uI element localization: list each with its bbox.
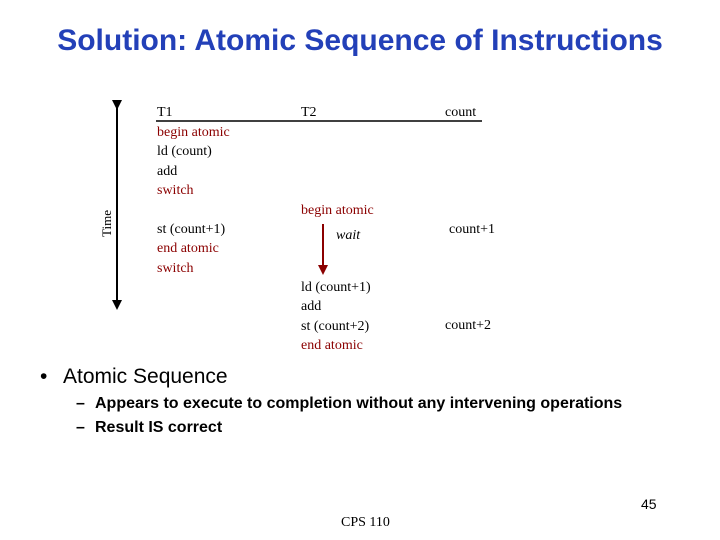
page-number: 45 <box>641 496 657 512</box>
bullet-marker: • <box>40 365 48 388</box>
t1-line: ld (count) <box>157 144 212 160</box>
t2-line: ld (count+1) <box>301 280 371 295</box>
subpoint-marker: – <box>76 395 85 412</box>
count-value: count+2 <box>445 318 491 333</box>
t1-line: switch <box>157 260 194 276</box>
subpoint-marker: – <box>76 419 85 436</box>
column-header-t1: T1 <box>157 105 173 120</box>
t2-line: add <box>301 299 322 315</box>
time-axis-label: Time <box>99 210 114 237</box>
column-header-t2: T2 <box>301 105 317 120</box>
t1-line: end atomic <box>157 241 219 257</box>
t1-first-block <box>157 123 230 201</box>
t2-line: st (count+2) <box>301 318 370 334</box>
t2-begin-atomic: begin atomic <box>301 203 374 218</box>
footer-course: CPS 110 <box>341 515 390 530</box>
column-header-count: count <box>445 105 477 120</box>
t1-line: add <box>157 163 178 179</box>
t1-second-block <box>157 220 225 278</box>
bullet-atomic-sequence: Atomic Sequence <box>63 365 228 388</box>
slide-title: Solution: Atomic Sequence of Instructions <box>57 24 663 57</box>
t1-line: begin atomic <box>157 125 230 140</box>
t2-block <box>301 278 371 356</box>
subpoint-text: Appears to execute to completion without any intervening operations <box>95 395 623 412</box>
count-value: count+1 <box>449 222 495 237</box>
subpoint-text: Result IS correct <box>95 419 223 436</box>
t1-line: st (count+1) <box>157 222 226 237</box>
t2-wait-label: wait <box>336 228 361 243</box>
t1-line: switch <box>157 183 194 199</box>
t2-line: end atomic <box>301 338 363 354</box>
